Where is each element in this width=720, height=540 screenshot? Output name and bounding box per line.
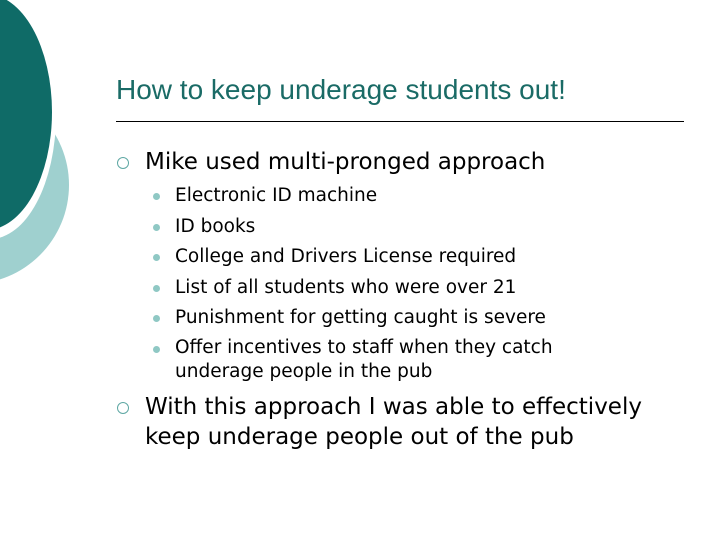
bullet-text: Mike used multi-pronged approach xyxy=(145,149,546,175)
filled-dot-bullet-icon xyxy=(153,285,160,292)
sub-bullet-text: ID books xyxy=(175,216,256,237)
title-divider xyxy=(116,121,684,122)
hollow-circle-bullet-icon xyxy=(117,157,129,169)
slide-title: How to keep underage students out! xyxy=(116,74,566,105)
filled-dot-bullet-icon xyxy=(153,224,160,231)
filled-dot-bullet-icon xyxy=(153,315,160,322)
sub-bullet-text: List of all students who were over 21 xyxy=(175,277,517,298)
filled-dot-bullet-icon xyxy=(153,193,160,200)
filled-dot-bullet-icon xyxy=(153,254,160,261)
filled-dot-bullet-icon xyxy=(153,346,160,353)
sub-bullet-text: College and Drivers License required xyxy=(175,246,517,267)
sub-bullet-text: Electronic ID machine xyxy=(175,185,378,206)
hollow-circle-bullet-icon xyxy=(117,402,129,414)
sub-bullet-text: Punishment for getting caught is severe xyxy=(175,307,546,328)
bullet-text: With this approach I was able to effectively keep underage people out of the pub xyxy=(145,394,642,450)
decorative-circles xyxy=(0,0,120,300)
sub-bullet-text: Offer incentives to staff when they catch underage people in the pub xyxy=(175,337,553,382)
